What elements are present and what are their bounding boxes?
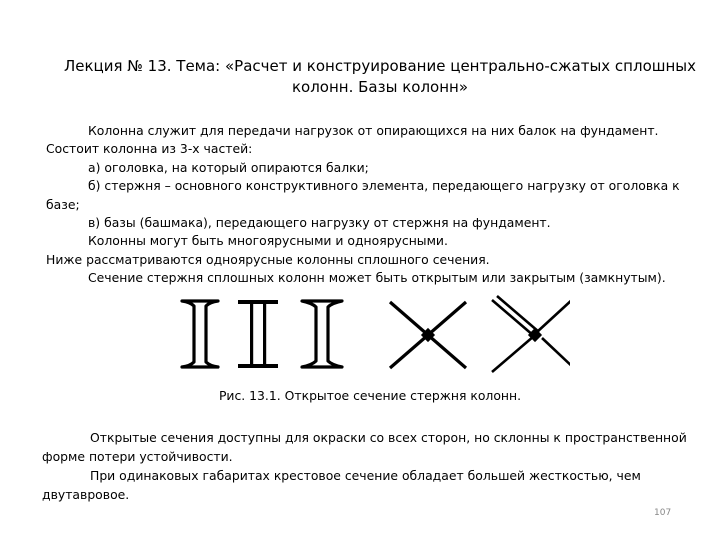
body-text xyxy=(46,122,696,288)
paragraph-part-a: а) оголовка, на который опираются балки; xyxy=(88,159,369,175)
cross-section-1 xyxy=(390,302,466,368)
slide-title: Лекция № 13. Тема: «Расчет и конструирование центрально-сжатых сплошных колонн. Базы колонн» xyxy=(63,57,697,96)
column-sections-figure xyxy=(170,292,570,376)
paragraph-part-b: б) стержня – основного конструктивного элемента, передающего нагрузку от оголовка к базе; xyxy=(46,178,680,212)
paragraph-single-tier: Ниже рассматриваются одноярусные колонны сплошного сечения. xyxy=(46,251,490,267)
paragraph-column-purpose: Колонна служит для передачи нагрузок от опирающихся на них балок на фундамент. Состоит колонна из 3-х частей: xyxy=(46,123,659,157)
i-beam-section-2 xyxy=(238,300,278,368)
paragraph-cross-stiffness: При одинаковых габаритах крестовое сечение обладает большей жесткостью, чем двутавровое. xyxy=(42,468,641,502)
page-number: 107 xyxy=(654,508,672,518)
paragraph-tiers: Колонны могут быть многоярусными и одноярусными. xyxy=(88,233,448,249)
paragraph-open-sections: Открытые сечения доступны для окраски со всех сторон, но склонны к пространственной форме потери устойчивости. xyxy=(42,430,687,464)
i-beam-section-1 xyxy=(182,301,218,367)
lower-text xyxy=(42,428,706,504)
paragraph-section-types: Сечение стержня сплошных колонн может быть открытым или закрытым (замкнутым). xyxy=(88,270,666,286)
cross-section-2 xyxy=(492,296,570,372)
figure-caption: Рис. 13.1. Открытое сечение стержня колонн. xyxy=(218,388,522,403)
paragraph-part-c: в) базы (башмака), передающего нагрузку от стержня на фундамент. xyxy=(88,215,551,231)
i-beam-section-3 xyxy=(302,301,342,367)
